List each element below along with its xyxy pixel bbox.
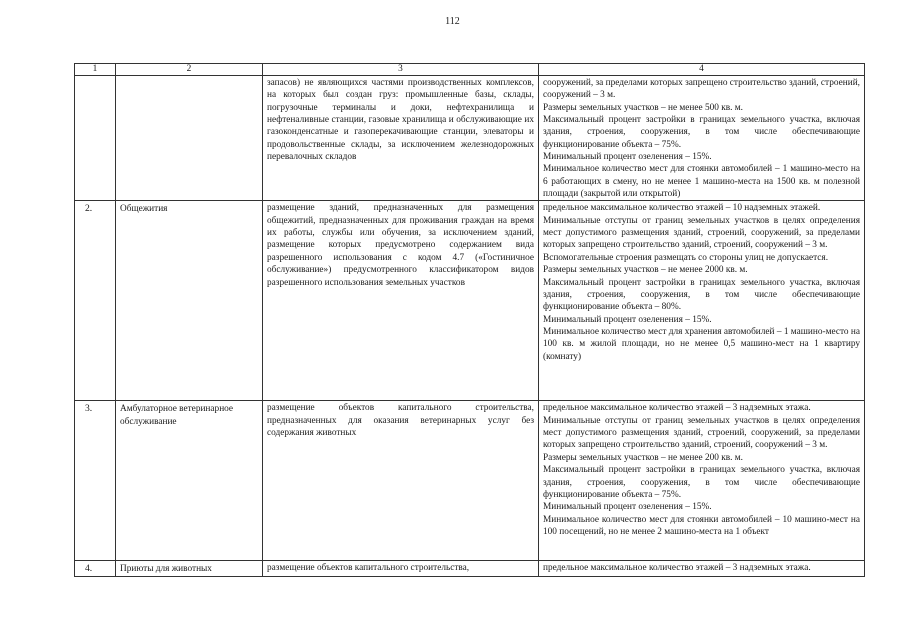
use-type-name: Приюты для животных	[116, 561, 263, 576]
parameter-line: Максимальный процент застройки в границах земельного участка, включая здания, строения, сооружения, в том числе обеспечивающие функционирование объекта – 75%.	[543, 115, 860, 150]
construction-parameters	[539, 401, 865, 561]
land-use-table	[74, 63, 865, 577]
page-number: 112	[445, 16, 460, 27]
use-type-name: Общежития	[116, 201, 263, 401]
table-row	[75, 561, 865, 576]
parameter-line: Размеры земельных участков – не менее 200 кв. м.	[543, 452, 743, 463]
row-number: 3.	[75, 401, 116, 561]
use-type-description: размещение объектов капитального строительства,	[263, 561, 539, 576]
construction-parameters	[539, 201, 865, 401]
parameter-line: Размеры земельных участков – не менее 2000 кв. м.	[543, 265, 748, 276]
parameter-line: Минимальное количество мест для хранения автомобилей – 1 машино-место на 100 кв. м жилой площади, но не менее 0,5 машино-мест на 1 квартиру (комнату)	[543, 326, 860, 362]
use-type-description: размещение зданий, предназначенных для размещения общежитий, предназначенных для проживания граждан на время их работы, службы или обучения, за исключением зданий, размещение которых предусмотрено содержанием вида разрешенного использования с кодом 4.7 («Гостиничное обслуживание») предусмотренного классификатором видов разрешенного использования земельных участков	[263, 201, 539, 401]
parameter-line: Вспомогательные строения размещать со стороны улиц не допускается.	[543, 252, 829, 263]
row-number: 2.	[75, 201, 116, 401]
column-header: 1	[75, 64, 116, 76]
parameter-line: Минимальные отступы от границ земельных участков в целях определения мест допустимого размещения зданий, строений, сооружений, за пределами которых запрещено строительство зданий, строений, сооружений – 3 м.	[543, 415, 860, 451]
construction-parameters	[539, 561, 865, 576]
parameter-line: Максимальный процент застройки в границах земельного участка, включая здания, строения, сооружения, в том числе обеспечивающие функционирование объекта – 80%.	[543, 277, 860, 313]
table-row	[75, 76, 865, 201]
row-number: 4.	[75, 561, 116, 576]
parameter-line: сооружений, за пределами которых запрещено строительство зданий, строений, сооружений – 3 м.	[543, 78, 860, 101]
parameter-line: Минимальный процент озеленения – 15%.	[543, 152, 712, 163]
parameter-line: Минимальный процент озеленения – 15%.	[543, 314, 712, 325]
column-number-row	[75, 64, 865, 76]
table-row	[75, 401, 865, 561]
column-header: 3	[263, 64, 539, 76]
use-type-name: Амбулаторное ветеринарное обслуживание	[116, 401, 263, 561]
parameter-line: Минимальное количество мест для стоянки автомобилей – 10 машино-мест на 100 посещений, но не менее 2 машино-места на 1 объект	[543, 514, 860, 537]
table-row	[75, 201, 865, 401]
parameter-line: Размеры земельных участков – не менее 500 кв. м.	[543, 102, 743, 113]
parameter-line: Максимальный процент застройки в границах земельного участка, включая здания, строения, сооружения, в том числе обеспечивающие функционирование объекта – 75%.	[543, 465, 860, 500]
row-number	[75, 76, 116, 201]
parameter-line: предельное максимальное количество этажей – 3 надземных этажа.	[543, 563, 811, 574]
construction-parameters	[539, 76, 865, 201]
parameter-line: предельное максимальное количество этажей – 3 надземных этажа.	[543, 403, 811, 414]
parameter-line: Минимальное количество мест для стоянки автомобилей – 1 машино-место на 6 работающих в смену, но не менее 1 машино-места на 1500 кв. м полезной площади (закрытой или открытой)	[543, 164, 860, 200]
parameter-line: Минимальный процент озеленения – 15%.	[543, 502, 712, 513]
parameter-line: Минимальные отступы от границ земельных участков в целях определения мест допустимого размещения зданий, строений, сооружений, за пределами которых запрещено строительство зданий, строений, сооружений – 3 м.	[543, 215, 860, 251]
column-header: 2	[116, 64, 263, 76]
column-header: 4	[539, 64, 865, 76]
use-type-description: размещение объектов капитального строительства, предназначенных для оказания ветеринарных услуг без содержания животных	[263, 401, 539, 561]
parameter-line: предельное максимальное количество этажей – 10 надземных этажей.	[543, 203, 821, 214]
use-type-description: запасов) не являющихся частями производственных комплексов, на которых был создан груз: промышленные базы, склады, погрузочные терминалы и доки, нефтехранилища и нефтеналивные станции, газовые хранилища и обслуживающие их газоконденсатные и газоперекачивающие станции, элеваторы и продовольственные склады, за исключением железнодорожных перевалочных складов	[263, 76, 539, 201]
use-type-name	[116, 76, 263, 201]
